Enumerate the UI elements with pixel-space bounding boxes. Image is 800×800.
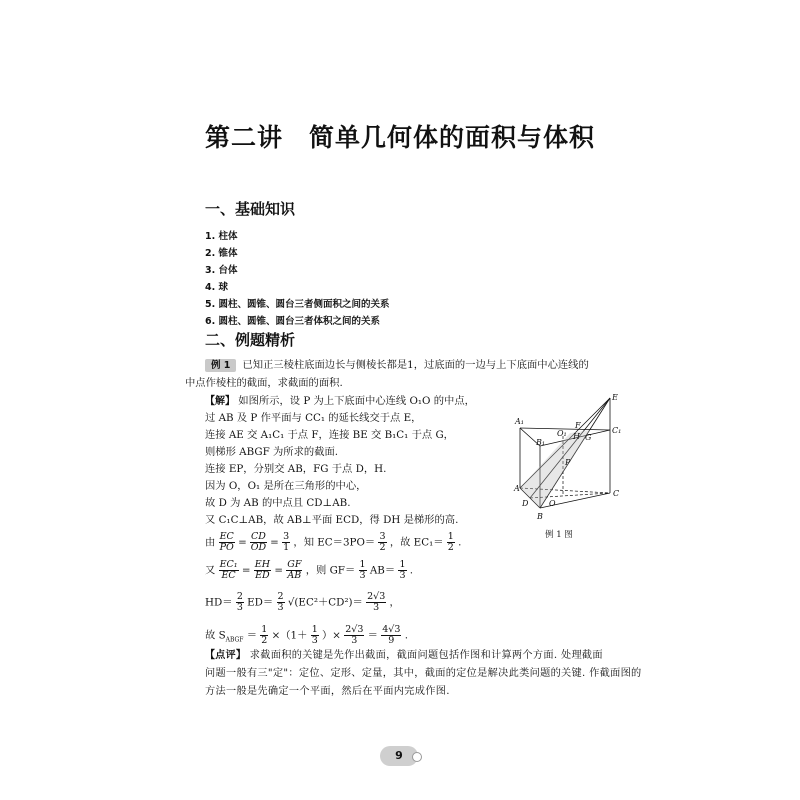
math-text: ＝ bbox=[246, 629, 258, 642]
page-title: 第二讲 简单几何体的面积与体积 bbox=[204, 123, 595, 152]
comment-line: 方法一般是先确定一个平面，然后在平面内完成作图. bbox=[205, 686, 450, 697]
problem-text bbox=[205, 357, 589, 374]
math-text: . bbox=[409, 564, 414, 577]
fraction: $\frac{1}{2}$ bbox=[447, 531, 454, 553]
fraction: $\frac{2√3}{3}$ bbox=[367, 591, 386, 613]
solution-line bbox=[205, 393, 475, 410]
basics-list bbox=[205, 228, 390, 330]
fraction: $\frac{EC}{PO}$ bbox=[219, 531, 234, 553]
problem-line: 中点作棱柱的截面，求截面的面积. bbox=[185, 377, 343, 389]
section-heading-basics: 一、基础知识 bbox=[205, 200, 296, 218]
math-text: 故 S bbox=[205, 629, 226, 642]
problem-line: 已知正三棱柱底面边长与侧棱长都是1，过底面的一边与上下底面中心连线的 bbox=[242, 359, 589, 371]
comment-line: 问题一般有三"定"：定位、定形、定量，其中，截面的定位是解决此类问题的关键. 作截面图的 bbox=[205, 668, 642, 679]
list-item: 2. 锥体 bbox=[205, 248, 238, 259]
math-text: ）× bbox=[322, 629, 341, 642]
math-text: ED＝ bbox=[247, 596, 274, 609]
comment-text: 求截面积的关键是先作出截面，截面问题包括作图和计算两个方面. 处理截面 bbox=[249, 650, 603, 661]
solution-line: 故 D 为 AB 的中点且 CD⊥AB. bbox=[205, 497, 351, 509]
solution-tag: 【解】 bbox=[205, 396, 235, 407]
label-H: H bbox=[573, 432, 580, 441]
math-text: ，则 GF＝ bbox=[305, 564, 356, 577]
solution-line: 连接 EP，分别交 AB，FG 于点 D，H. bbox=[205, 463, 387, 475]
list-item: 3. 台体 bbox=[205, 265, 238, 276]
solution-text: 如图所示，设 P 为上下底面中心连线 O₁O 的中点， bbox=[238, 395, 475, 407]
label-O: O bbox=[549, 499, 556, 508]
math-text: ，知 EC＝3PO＝ bbox=[293, 536, 376, 549]
list-item: 6. 圆柱、圆锥、圆台三者体积之间的关系 bbox=[205, 316, 381, 327]
math-text: = bbox=[270, 536, 279, 549]
fraction: $\frac{GF}{AB}$ bbox=[287, 559, 302, 581]
label-F: F bbox=[575, 421, 581, 430]
math-text: 由 bbox=[205, 536, 216, 549]
fraction: $\frac{2}{3}$ bbox=[236, 591, 243, 613]
math-text: ， bbox=[389, 596, 400, 609]
fraction: $\frac{1}{3}$ bbox=[311, 624, 318, 646]
label-A: A bbox=[514, 484, 520, 493]
prism-figure bbox=[505, 388, 630, 533]
fraction: $\frac{EH}{ED}$ bbox=[254, 559, 271, 581]
comment-line bbox=[205, 647, 603, 664]
comment-tag: 【点评】 bbox=[205, 650, 247, 661]
example-tag: 例 1 bbox=[205, 359, 236, 372]
list-item: 1. 柱体 bbox=[205, 231, 238, 242]
list-item: 4. 球 bbox=[205, 282, 229, 293]
section-heading-examples: 二、例题精析 bbox=[205, 331, 296, 349]
math-text: = bbox=[238, 536, 247, 549]
math-text: HD＝ bbox=[205, 596, 233, 609]
math-text: . bbox=[404, 629, 408, 642]
page-number: 9 bbox=[380, 746, 418, 766]
list-item: 5. 圆柱、圆锥、圆台三者侧面积之间的关系 bbox=[205, 299, 390, 310]
fraction: $\frac{\text{EC₁}}{EC}$ bbox=[219, 559, 238, 581]
figure-caption: 例 1 图 bbox=[545, 530, 573, 540]
label-A1: A₁ bbox=[515, 417, 524, 426]
math-subscript: ABGF bbox=[225, 636, 244, 644]
page-number-ornament bbox=[412, 752, 422, 762]
fraction: $\frac{4√3}{9}$ bbox=[382, 624, 401, 646]
fraction: $\frac{3}{1}$ bbox=[283, 531, 290, 553]
label-P: P bbox=[565, 458, 571, 467]
label-C1: C₁ bbox=[612, 426, 622, 435]
math-line-1 bbox=[205, 532, 461, 553]
math-line-4 bbox=[205, 625, 408, 649]
fraction: $\frac{1}{2}$ bbox=[261, 624, 268, 646]
solution-line: 又 C₁C⊥AB，故 AB⊥平面 ECD，得 DH 是梯形的高. bbox=[205, 514, 459, 526]
fraction: $\frac{2}{3}$ bbox=[277, 591, 284, 613]
math-text: ，故 EC₁＝ bbox=[389, 536, 444, 549]
math-text: √(EC²＋CD²)＝ bbox=[287, 596, 363, 609]
fraction: $\frac{2√3}{3}$ bbox=[345, 624, 364, 646]
label-G: G bbox=[585, 433, 592, 442]
label-D: D bbox=[522, 499, 529, 508]
solution-line: 因为 O，O₁ 是所在三角形的中心， bbox=[205, 480, 367, 492]
solution-line: 过 AB 及 P 作平面与 CC₁ 的延长线交于点 E， bbox=[205, 412, 422, 424]
label-B: B bbox=[537, 512, 543, 521]
math-text: ＝ bbox=[367, 629, 378, 642]
fraction: $\frac{CD}{OD}$ bbox=[250, 531, 267, 553]
math-line-3 bbox=[205, 592, 400, 613]
label-E: E bbox=[612, 393, 618, 402]
label-B1: B₁ bbox=[536, 438, 546, 447]
fraction: $\frac{1}{3}$ bbox=[359, 559, 366, 581]
math-text: ×（1＋ bbox=[271, 629, 308, 642]
fraction: $\frac{1}{3}$ bbox=[399, 559, 406, 581]
fraction: $\frac{3}{2}$ bbox=[379, 531, 386, 553]
label-C: C bbox=[613, 489, 620, 498]
solution-line: 则梯形 ABGF 为所求的截面. bbox=[205, 446, 339, 458]
label-O1: O₁ bbox=[557, 429, 567, 438]
math-text: 又 bbox=[205, 564, 216, 577]
math-line-2: 又 $\frac{\text{EC₁}}{EC}$ = $\frac{EH}{ED}$ = $\frac{GF}{AB}$ ，则 GF＝ $\frac{1}{3}$ AB＝ $\frac{1}{3}$ . bbox=[205, 559, 414, 581]
math-text: . bbox=[458, 536, 462, 549]
math-text: AB＝ bbox=[369, 564, 396, 577]
solution-line: 连接 AE 交 A₁C₁ 于点 F，连接 BE 交 B₁C₁ 于点 G， bbox=[205, 429, 454, 441]
